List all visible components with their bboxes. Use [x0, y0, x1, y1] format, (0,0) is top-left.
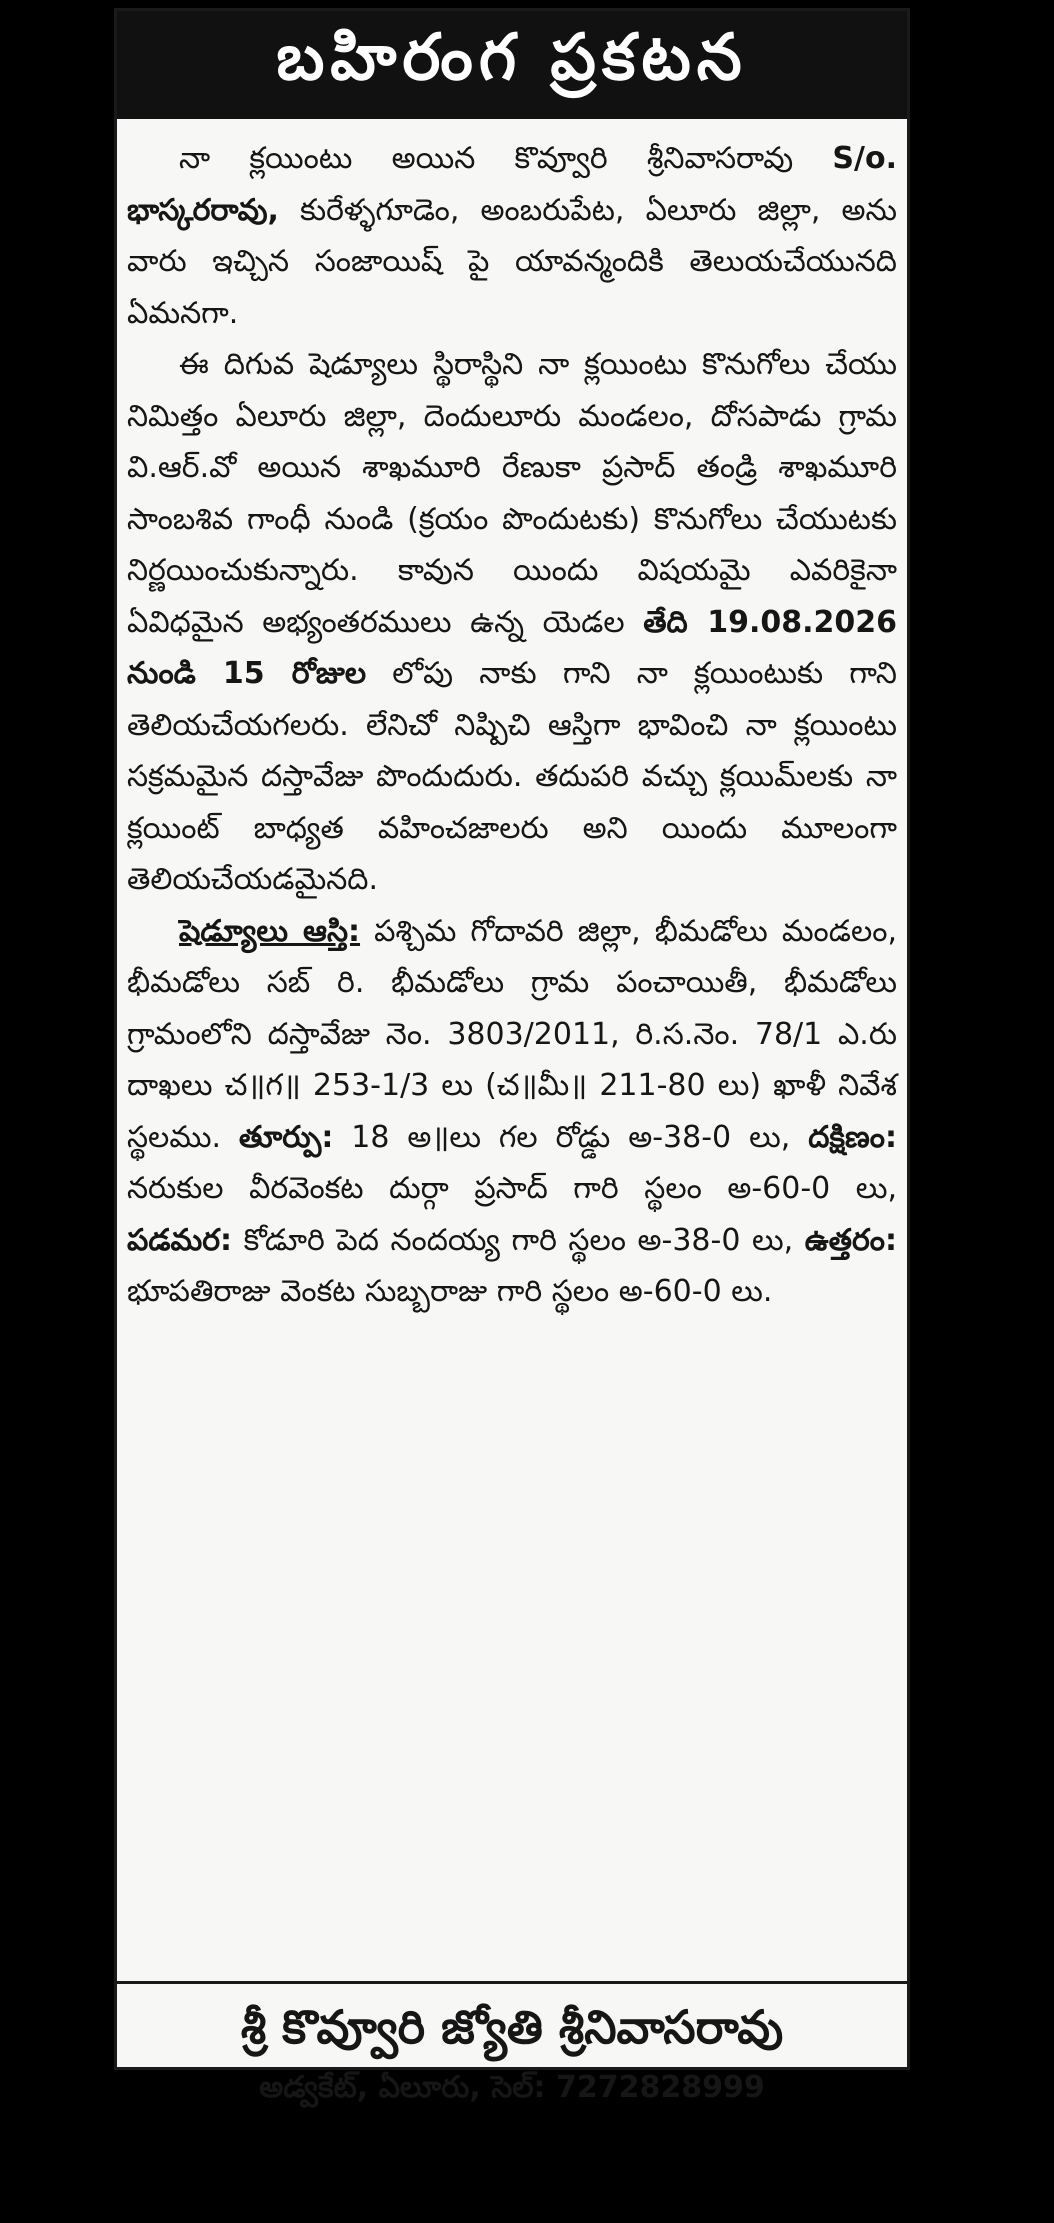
south-boundary-label: దక్షిణం:	[808, 1119, 898, 1155]
north-boundary: భూపతిరాజు వెంకట సుబ్బరాజు గారి స్థలం అ-60-0 లు.	[127, 1274, 773, 1309]
north-boundary-label: ఉత్తరం:	[804, 1222, 897, 1258]
west-boundary-label: పడమర:	[127, 1222, 233, 1258]
objection-deadline: తేది 19.08.2026 నుండి 15 రోజుల	[127, 604, 897, 691]
intro-text-2: కురేళ్ళగూడెం, అంబరుపేట, ఏలూరు జిల్లా, అను వారు ఇచ్చిన సంజాయిష్ పై యావన్మందికి తెలుయచేయునది ఏమనగా.	[127, 192, 897, 331]
notice-title-bar	[117, 11, 907, 119]
intro-text-1: నా క్లయింటు అయిన కొవ్వూరి శ్రీనివాసరావు	[179, 141, 833, 176]
intro-father-name: S/o. భాస్కరరావు,	[127, 141, 897, 228]
schedule-paragraph	[127, 906, 897, 1318]
public-notice	[114, 8, 910, 2105]
east-boundary: 18 అ॥లు గల రోడ్డు అ-38-0 లు,	[333, 1119, 809, 1155]
east-boundary-label: తూర్పు:	[238, 1119, 334, 1155]
notice-body	[117, 119, 907, 1981]
notice-title: బహిరంగ ప్రకటన	[276, 20, 748, 95]
schedule-heading: షెడ్యూలు ఆస్తి:	[179, 913, 361, 949]
signature-block	[117, 1984, 907, 2116]
schedule-text: పశ్చిమ గోదావరి జిల్లా, భీమడోలు మండలం, భీమడోలు సబ్ రి. భీమడోలు గ్రామ పంచాయితీ, భీమడోలు గ్రామంలోని దస్తావేజు నెం. 3803/2011, రి.స.నెం. 78/1 ఎ.రు దాఖలు చ॥గ॥ 253-1/3 లు (చ॥మీ॥ 211-80 లు) ఖాళీ నివేశ స్థలము.	[127, 913, 897, 1155]
main-text-1: ఈ దిగువ షెడ్యూలు స్థిరాస్థిని నా క్లయింటు కొనుగోలు చేయు నిమిత్తం ఏలూరు జిల్లా, దెందులూరు మండలం, దోసపాడు గ్రామ వి.ఆర్.వో అయిన శాఖమూరి రేణుకా ప్రసాద్ తండ్రి శాఖమూరి సాంబశివ గాంధీ నుండి (క్రయం పొందుటకు) కొనుగోలు చేయుటకు నిర్ణయించుకున్నారు. కావున యిందు విషయమై ఎవరికైనా ఏవిధమైన అభ్యంతరములు ఉన్న యెడల	[127, 347, 897, 640]
west-boundary: కోడూరి పెద నందయ్య గారి స్థలం అ-38-0 లు,	[232, 1222, 805, 1258]
main-paragraph	[127, 339, 897, 906]
south-boundary: నరుకుల వీరవెంకట దుర్గా ప్రసాద్ గారి స్థలం అ-60-0 లు,	[127, 1171, 897, 1206]
intro-paragraph	[127, 133, 897, 339]
advocate-address: అడ్వకేట్, ఏలూరు, సెల్: 7272828999	[259, 2070, 765, 2105]
advocate-name: శ్రీ కొవ్వూరి జ్యోతి శ్రీనివాసరావు	[240, 2000, 784, 2054]
main-text-2: లోపు నాకు గాని నా క్లయింటుకు గాని తెలియచేయగలరు. లేనిచో నిష్పిచి ఆస్తిగా భావించి నా క్లయింటు సక్రమమైన దస్తావేజు పొందుదురు. తదుపరి వచ్చు క్లయిమ్‌లకు నా క్లయింట్ బాధ్యత వహించజాలరు అని యిందు మూలంగా తెలియచేయడమైనది.	[127, 656, 897, 897]
